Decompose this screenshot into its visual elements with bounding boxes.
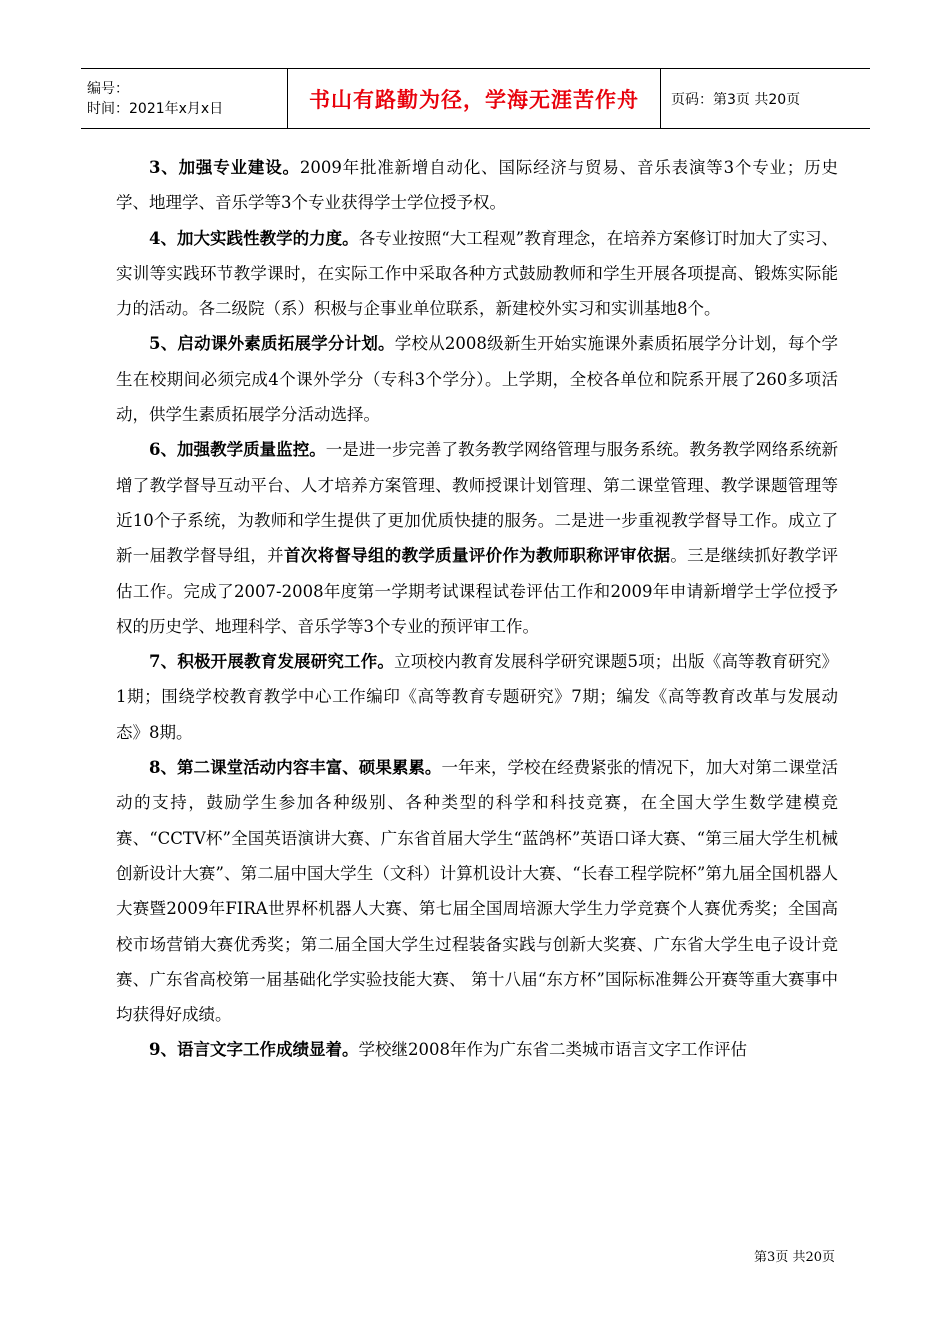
paragraph-heading: 8、第二课堂活动内容丰富、硕果累累。 [149,758,442,778]
paragraph-heading: 6、加强教学质量监控。 [149,440,326,460]
paragraph-bold-inline: 首次将督导组的教学质量评价作为教师职称评审依据 [283,546,671,566]
paragraph-text: 一是进一步完善了教务教学网络管理与服务系统。教务教学网络系统新增了教学督导互动平台、人才培养方案管理、教师授课计划管理、第二课堂管理、教学课题管理等近10个子系统，为教师和学生提供了更加优质快捷的服务。二是进一步重视教学督导工作。成立了新一届教学督导组，并 [116,440,839,566]
paragraph-text: 学校继2008年作为广东省二类城市语言文字工作评估 [358,1040,747,1060]
header-motto: 书山有路勤为径，学海无涯苦作舟 [288,69,661,129]
paragraph-9 [116,1032,838,1067]
paragraph-text-continued: 。三是继续抓好教学评估工作。完成了2007-2008年度第一学期考试课程试卷评估工作和2009年申请新增学士学位授予权的历史学、地理科学、音乐学等3个专业的预评审工作。 [116,546,839,636]
document-time-label: 时间：2021年x月x日 [87,100,224,117]
document-header [81,68,870,129]
header-page-info: 页码：第3页 共20页 [661,69,871,129]
header-meta-cell [81,69,288,129]
paragraph-text: 立项校内教育发展科学研究课题5项；出版《高等教育研究》1期；围绕学校教育教学中心工作编印《高等教育专题研究》7期；编发《高等教育改革与发展动态》8期。 [116,652,839,742]
paragraph-5 [116,326,838,432]
paragraph-text: 各专业按照“大工程观”教育理念，在培养方案修订时加大了实习、实训等实践环节教学课时，在实际工作中采取各种方式鼓励教师和学生开展各项提高、锻炼实际能力的活动。各二级院（系）积极与企事业单位联系，新建校外实习和实训基地8个。 [116,228,839,319]
paragraph-4 [116,221,838,327]
paragraph-3 [116,150,838,221]
paragraph-heading: 7、积极开展教育发展研究工作。 [149,652,395,672]
paragraph-7 [116,644,838,750]
paragraph-text: 2009年批准新增自动化、国际经济与贸易、音乐表演等3个专业；历史学、地理学、音乐学等3个专业获得学士学位授予权。 [116,158,838,213]
paragraph-6 [116,432,838,644]
paragraph-heading: 9、语言文字工作成绩显着。 [149,1040,359,1060]
document-body [116,150,838,1068]
paragraph-text: 一年来，学校在经费紧张的情况下，加大对第二课堂活动的支持，鼓励学生参加各种级别、各种类型的科学和科技竞赛，在全国大学生数学建模竞赛、“CCTV杯”全国英语演讲大赛、广东省首届大学生“蓝鸽杯”英语口译大赛、“第三届大学生机械创新设计大赛”、第二届中国大学生（文科）计算机设计大赛、“长春工程学院杯”第九届全国机器人大赛暨2009年FIRA世界杯机器人大赛、第七届全国周培源大学生力学竞赛个人赛优秀奖；全国高校市场营销大赛优秀奖；第二届全国大学生过程装备实践与创新大奖赛、广东省大学生电子设计竞赛、广东省高校第一届基础化学实验技能大赛、 第十八届“东方杯”国际标准舞公开赛等重大赛事中均获得好成绩。 [116,758,839,1025]
document-number-label: 编号： [87,80,129,97]
paragraph-heading: 4、加大实践性教学的力度。 [149,228,359,248]
paragraph-heading: 3、加强专业建设。 [149,158,300,177]
paragraph-text: 学校从2008级新生开始实施课外素质拓展学分计划，每个学生在校期间必须完成4个课外学分（专科3个学分）。上学期，全校各单位和院系开展了260多项活动，供学生素质拓展学分活动选择。 [116,334,838,425]
paragraph-heading: 5、启动课外素质拓展学分计划。 [149,334,395,354]
paragraph-8 [116,750,838,1032]
page-footer: 第3页 共20页 [754,1250,835,1265]
